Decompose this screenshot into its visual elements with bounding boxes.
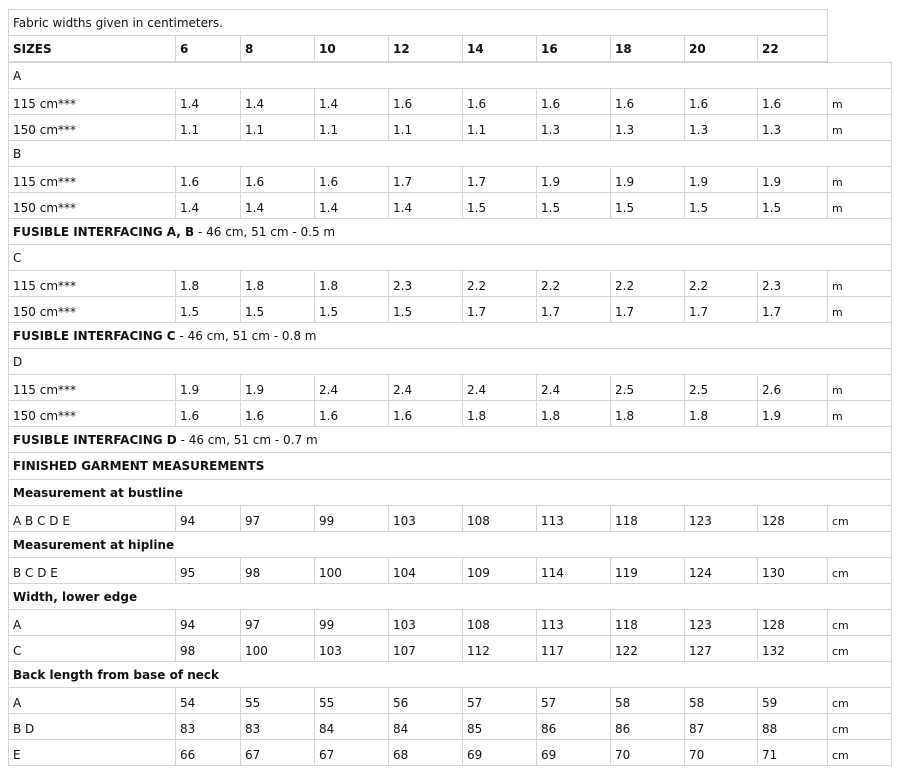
value-cell: 56 (389, 688, 463, 714)
view-d-label-row (9, 349, 892, 375)
unit-cell: m (828, 115, 892, 141)
value-cell: 2.6 (758, 375, 828, 401)
value-cell: 69 (537, 740, 611, 766)
value-cell: 1.7 (685, 297, 758, 323)
row-label: 115 cm*** (9, 375, 176, 401)
value-cell: 1.7 (463, 297, 537, 323)
value-cell: 118 (611, 506, 685, 532)
value-cell: 57 (463, 688, 537, 714)
row-label: 150 cm*** (9, 115, 176, 141)
unit-cell: m (828, 375, 892, 401)
size-cell: 8 (241, 36, 315, 62)
value-cell: 1.5 (389, 297, 463, 323)
back-length-label: Back length from base of neck (9, 662, 892, 688)
value-cell: 1.6 (241, 167, 315, 193)
value-cell: 1.7 (389, 167, 463, 193)
unit-cell: m (828, 297, 892, 323)
value-cell: 1.3 (685, 115, 758, 141)
value-cell: 1.7 (758, 297, 828, 323)
value-cell: 54 (176, 688, 241, 714)
view-c-label: C (9, 245, 892, 271)
sizes-row (9, 36, 828, 62)
view-b-label: B (9, 141, 892, 167)
value-cell: 109 (463, 558, 537, 584)
value-cell: 1.6 (389, 89, 463, 115)
value-cell: 1.8 (611, 401, 685, 427)
measurement-row (9, 193, 892, 219)
value-cell: 98 (176, 636, 241, 662)
unit-cell: cm (828, 740, 892, 766)
unit-cell: m (828, 401, 892, 427)
value-cell: 2.3 (758, 271, 828, 297)
value-cell: 99 (315, 610, 389, 636)
fabric-width-note: Fabric widths given in centimeters. (9, 10, 828, 36)
interfacing-c-title: FUSIBLE INTERFACING C (13, 328, 176, 343)
interfacing-ab-title: FUSIBLE INTERFACING A, B (13, 224, 195, 239)
row-label: B D (9, 714, 176, 740)
row-label: E (9, 740, 176, 766)
yardage-table (8, 62, 892, 766)
value-cell: 2.2 (463, 271, 537, 297)
value-cell: 1.7 (611, 297, 685, 323)
row-label: A (9, 610, 176, 636)
size-cell: 20 (685, 36, 758, 62)
view-b-label-row (9, 141, 892, 167)
value-cell: 100 (241, 636, 315, 662)
value-cell: 118 (611, 610, 685, 636)
value-cell: 1.9 (176, 375, 241, 401)
value-cell: 1.4 (241, 89, 315, 115)
value-cell: 1.6 (758, 89, 828, 115)
hipline-label-row (9, 532, 892, 558)
yardage-table-body (9, 63, 892, 766)
value-cell: 58 (611, 688, 685, 714)
value-cell: 1.4 (389, 193, 463, 219)
view-d-label: D (9, 349, 892, 375)
value-cell: 2.4 (389, 375, 463, 401)
value-cell: 67 (241, 740, 315, 766)
view-a-label: A (9, 63, 892, 89)
measurement-row (9, 401, 892, 427)
value-cell: 1.1 (241, 115, 315, 141)
lower-edge-label-row (9, 584, 892, 610)
value-cell: 2.5 (611, 375, 685, 401)
value-cell: 83 (241, 714, 315, 740)
measurement-row (9, 506, 892, 532)
value-cell: 103 (315, 636, 389, 662)
value-cell: 2.3 (389, 271, 463, 297)
value-cell: 1.5 (611, 193, 685, 219)
value-cell: 66 (176, 740, 241, 766)
lower-edge-label: Width, lower edge (9, 584, 892, 610)
value-cell: 1.3 (758, 115, 828, 141)
value-cell: 99 (315, 506, 389, 532)
size-cell: 14 (463, 36, 537, 62)
value-cell: 114 (537, 558, 611, 584)
value-cell: 2.5 (685, 375, 758, 401)
value-cell: 1.6 (315, 167, 389, 193)
value-cell: 83 (176, 714, 241, 740)
value-cell: 1.5 (315, 297, 389, 323)
value-cell: 1.5 (241, 297, 315, 323)
value-cell: 103 (389, 506, 463, 532)
interfacing-ab-spec: - 46 cm, 51 cm - 0.5 m (194, 224, 336, 239)
unit-cell: m (828, 167, 892, 193)
measurement-row (9, 740, 892, 766)
row-label: 115 cm*** (9, 271, 176, 297)
value-cell: 1.8 (241, 271, 315, 297)
measurement-row (9, 714, 892, 740)
interfacing-d (9, 427, 892, 453)
value-cell: 1.6 (389, 401, 463, 427)
unit-cell: m (828, 193, 892, 219)
value-cell: 1.9 (241, 375, 315, 401)
value-cell: 1.8 (537, 401, 611, 427)
interfacing-d-spec: - 46 cm, 51 cm - 0.7 m (176, 432, 318, 447)
value-cell: 122 (611, 636, 685, 662)
value-cell: 1.9 (611, 167, 685, 193)
value-cell: 1.7 (537, 297, 611, 323)
finished-measurements-title-row (9, 453, 892, 480)
value-cell: 108 (463, 506, 537, 532)
bustline-label-row (9, 480, 892, 506)
value-cell: 1.9 (537, 167, 611, 193)
value-cell: 88 (758, 714, 828, 740)
value-cell: 1.8 (176, 271, 241, 297)
value-cell: 128 (758, 506, 828, 532)
value-cell: 128 (758, 610, 828, 636)
size-cell: 6 (176, 36, 241, 62)
value-cell: 100 (315, 558, 389, 584)
value-cell: 94 (176, 506, 241, 532)
interfacing-c (9, 323, 892, 349)
row-label: A (9, 688, 176, 714)
value-cell: 84 (389, 714, 463, 740)
row-label: B C D E (9, 558, 176, 584)
value-cell: 2.4 (463, 375, 537, 401)
value-cell: 1.8 (463, 401, 537, 427)
value-cell: 123 (685, 506, 758, 532)
value-cell: 1.6 (315, 401, 389, 427)
value-cell: 2.2 (685, 271, 758, 297)
value-cell: 1.6 (463, 89, 537, 115)
value-cell: 85 (463, 714, 537, 740)
value-cell: 1.6 (176, 401, 241, 427)
unit-cell: cm (828, 506, 892, 532)
finished-measurements-title: FINISHED GARMENT MEASUREMENTS (9, 453, 892, 480)
value-cell: 124 (685, 558, 758, 584)
value-cell: 57 (537, 688, 611, 714)
row-label: 150 cm*** (9, 297, 176, 323)
value-cell: 117 (537, 636, 611, 662)
back-length-label-row (9, 662, 892, 688)
value-cell: 1.1 (463, 115, 537, 141)
value-cell: 1.3 (537, 115, 611, 141)
measurement-row (9, 167, 892, 193)
value-cell: 71 (758, 740, 828, 766)
value-cell: 1.8 (685, 401, 758, 427)
unit-cell: m (828, 89, 892, 115)
value-cell: 1.6 (611, 89, 685, 115)
unit-cell: cm (828, 636, 892, 662)
value-cell: 1.6 (685, 89, 758, 115)
interfacing-d-title: FUSIBLE INTERFACING D (13, 432, 177, 447)
value-cell: 98 (241, 558, 315, 584)
value-cell: 94 (176, 610, 241, 636)
value-cell: 2.2 (611, 271, 685, 297)
value-cell: 58 (685, 688, 758, 714)
value-cell: 1.3 (611, 115, 685, 141)
value-cell: 1.1 (176, 115, 241, 141)
size-cell: 16 (537, 36, 611, 62)
value-cell: 67 (315, 740, 389, 766)
value-cell: 113 (537, 610, 611, 636)
interfacing-c-row (9, 323, 892, 349)
value-cell: 130 (758, 558, 828, 584)
value-cell: 1.6 (176, 167, 241, 193)
value-cell: 132 (758, 636, 828, 662)
measurement-row (9, 610, 892, 636)
unit-cell: m (828, 271, 892, 297)
value-cell: 1.9 (685, 167, 758, 193)
value-cell: 1.9 (758, 167, 828, 193)
value-cell: 2.4 (315, 375, 389, 401)
value-cell: 107 (389, 636, 463, 662)
value-cell: 1.4 (315, 89, 389, 115)
value-cell: 2.2 (537, 271, 611, 297)
row-label: C (9, 636, 176, 662)
value-cell: 104 (389, 558, 463, 584)
value-cell: 1.5 (685, 193, 758, 219)
unit-cell: cm (828, 714, 892, 740)
row-label: 115 cm*** (9, 89, 176, 115)
row-label: 150 cm*** (9, 401, 176, 427)
unit-cell: cm (828, 688, 892, 714)
size-cell: 12 (389, 36, 463, 62)
value-cell: 1.8 (315, 271, 389, 297)
row-label: A B C D E (9, 506, 176, 532)
value-cell: 70 (611, 740, 685, 766)
value-cell: 1.9 (758, 401, 828, 427)
measurement-row (9, 558, 892, 584)
value-cell: 112 (463, 636, 537, 662)
value-cell: 68 (389, 740, 463, 766)
measurement-row (9, 297, 892, 323)
value-cell: 55 (241, 688, 315, 714)
value-cell: 1.5 (176, 297, 241, 323)
row-label: 115 cm*** (9, 167, 176, 193)
measurement-row (9, 688, 892, 714)
value-cell: 1.4 (241, 193, 315, 219)
view-c-label-row (9, 245, 892, 271)
value-cell: 1.4 (176, 193, 241, 219)
value-cell: 1.7 (463, 167, 537, 193)
value-cell: 108 (463, 610, 537, 636)
value-cell: 119 (611, 558, 685, 584)
value-cell: 1.6 (241, 401, 315, 427)
measurement-row (9, 271, 892, 297)
measurement-row (9, 89, 892, 115)
value-cell: 1.4 (176, 89, 241, 115)
value-cell: 1.1 (315, 115, 389, 141)
value-cell: 86 (611, 714, 685, 740)
value-cell: 103 (389, 610, 463, 636)
interfacing-ab (9, 219, 892, 245)
measurement-row (9, 115, 892, 141)
value-cell: 84 (315, 714, 389, 740)
value-cell: 95 (176, 558, 241, 584)
interfacing-d-row (9, 427, 892, 453)
hipline-label: Measurement at hipline (9, 532, 892, 558)
size-cell: 22 (758, 36, 828, 62)
value-cell: 113 (537, 506, 611, 532)
value-cell: 69 (463, 740, 537, 766)
size-cell: 10 (315, 36, 389, 62)
value-cell: 127 (685, 636, 758, 662)
measurement-row (9, 636, 892, 662)
size-cell: 18 (611, 36, 685, 62)
interfacing-c-spec: - 46 cm, 51 cm - 0.8 m (175, 328, 317, 343)
value-cell: 1.5 (758, 193, 828, 219)
value-cell: 70 (685, 740, 758, 766)
value-cell: 123 (685, 610, 758, 636)
unit-cell: cm (828, 610, 892, 636)
unit-cell: cm (828, 558, 892, 584)
view-a-label-row (9, 63, 892, 89)
value-cell: 59 (758, 688, 828, 714)
measurement-row (9, 375, 892, 401)
value-cell: 55 (315, 688, 389, 714)
value-cell: 1.6 (537, 89, 611, 115)
sizes-header-table (8, 9, 828, 62)
value-cell: 86 (537, 714, 611, 740)
value-cell: 1.5 (537, 193, 611, 219)
value-cell: 97 (241, 506, 315, 532)
value-cell: 1.4 (315, 193, 389, 219)
bustline-label: Measurement at bustline (9, 480, 892, 506)
value-cell: 1.1 (389, 115, 463, 141)
sizes-label: SIZES (9, 36, 176, 62)
row-label: 150 cm*** (9, 193, 176, 219)
interfacing-ab-row (9, 219, 892, 245)
value-cell: 97 (241, 610, 315, 636)
value-cell: 2.4 (537, 375, 611, 401)
value-cell: 87 (685, 714, 758, 740)
value-cell: 1.5 (463, 193, 537, 219)
